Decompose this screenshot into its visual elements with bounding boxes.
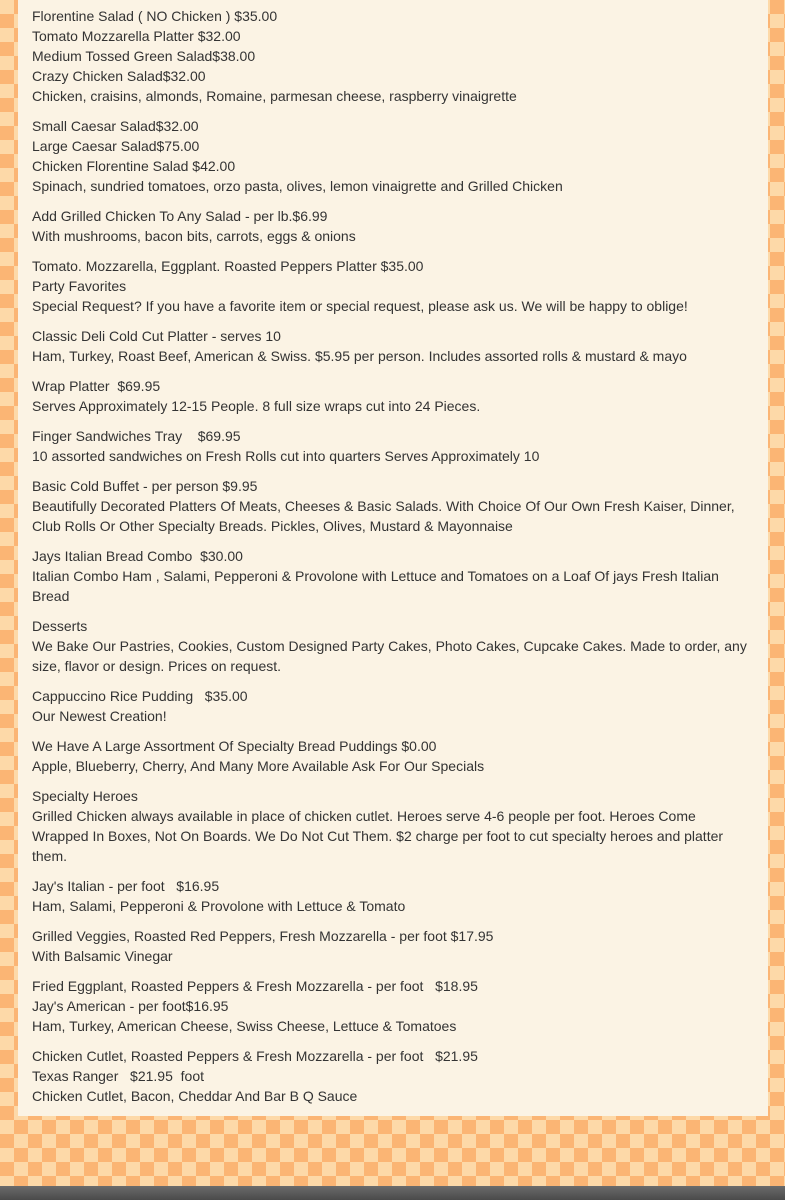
menu-item-text: Our Newest Creation! [32, 708, 167, 724]
menu-item-text: Medium Tossed Green Salad$38.00 [32, 48, 256, 64]
menu-item-text: With Balsamic Vinegar [32, 948, 173, 964]
menu-item-title: Basic Cold Buffet - per person $9.95 [32, 478, 258, 494]
menu-item-title: Cappuccino Rice Pudding $35.00 [32, 688, 248, 704]
menu-item-text: Ham, Turkey, American Cheese, Swiss Cheese, Lettuce & Tomatoes [32, 1018, 457, 1034]
menu-item-title: We Have A Large Assortment Of Specialty Bread Puddings $0.00 [32, 738, 437, 754]
menu-item-block [32, 116, 754, 196]
menu-item-text: Serves Approximately 12-15 People. 8 full size wraps cut into 24 Pieces. [32, 398, 481, 414]
menu-item-text: Italian Combo Ham , Salami, Pepperoni & Provolone with Lettuce and Tomatoes on a Loaf Of jays Fresh Italian Bread [32, 568, 723, 604]
menu-item-text: Ham, Turkey, Roast Beef, American & Swiss. $5.95 per person. Includes assorted rolls & mustard & mayo [32, 348, 687, 364]
menu-item-title: Specialty Heroes [32, 788, 138, 804]
menu-item-text: With mushrooms, bacon bits, carrots, eggs & onions [32, 228, 356, 244]
menu-item-block [32, 876, 754, 916]
menu-item-text: Apple, Blueberry, Cherry, And Many More Available Ask For Our Specials [32, 758, 485, 774]
menu-item-text: Chicken Cutlet, Bacon, Cheddar And Bar B Q Sauce [32, 1088, 358, 1104]
menu-item-text: We Bake Our Pastries, Cookies, Custom Designed Party Cakes, Photo Cakes, Cupcake Cakes. Made to order, any size, flavor or design. Prices on request. [32, 638, 751, 674]
menu-item-text: Texas Ranger $21.95 foot [32, 1068, 204, 1084]
menu-item-title: Classic Deli Cold Cut Platter - serves 10 [32, 328, 281, 344]
menu-item-block [32, 256, 754, 316]
menu-item-block [32, 546, 754, 606]
menu-item-block [32, 686, 754, 726]
menu-item-text: Beautifully Decorated Platters Of Meats, Cheeses & Basic Salads. With Choice Of Our Own Fresh Kaiser, Dinner, Club Rolls Or Other Specialty Breads. Pickles, Olives, Mustard & Mayonnaise [32, 498, 739, 534]
menu-item-text: Ham, Salami, Pepperoni & Provolone with Lettuce & Tomato [32, 898, 406, 914]
menu-item-text: Party Favorites [32, 278, 127, 294]
menu-panel [18, 0, 768, 1116]
menu-item-block [32, 476, 754, 536]
menu-item-text: Special Request? If you have a favorite item or special request, please ask us. We will be happy to oblige! [32, 298, 688, 314]
menu-item-title: Finger Sandwiches Tray $69.95 [32, 428, 241, 444]
menu-list [32, 6, 754, 1116]
menu-item-title: Tomato. Mozzarella, Eggplant. Roasted Peppers Platter $35.00 [32, 258, 424, 274]
bottom-bar [0, 1186, 785, 1200]
menu-item-block [32, 6, 754, 106]
menu-item-title: Small Caesar Salad$32.00 [32, 118, 199, 134]
menu-item-block [32, 376, 754, 416]
menu-item-block [32, 1046, 754, 1106]
menu-item-text: Tomato Mozzarella Platter $32.00 [32, 28, 241, 44]
menu-item-title: Florentine Salad ( NO Chicken ) $35.00 [32, 8, 278, 24]
menu-item-title: Jays Italian Bread Combo $30.00 [32, 548, 243, 564]
menu-item-text: Spinach, sundried tomatoes, orzo pasta, olives, lemon vinaigrette and Grilled Chicken [32, 178, 563, 194]
menu-item-block [32, 426, 754, 466]
menu-item-text: Crazy Chicken Salad$32.00 [32, 68, 206, 84]
menu-item-title: Jay's Italian - per foot $16.95 [32, 878, 220, 894]
menu-item-title: Fried Eggplant, Roasted Peppers & Fresh Mozzarella - per foot $18.95 [32, 978, 478, 994]
menu-item-block [32, 976, 754, 1036]
menu-item-title: Add Grilled Chicken To Any Salad - per lb.$6.99 [32, 208, 328, 224]
menu-item-block [32, 206, 754, 246]
menu-item-text: 10 assorted sandwiches on Fresh Rolls cut into quarters Serves Approximately 10 [32, 448, 540, 464]
menu-item-text: Jay's American - per foot$16.95 [32, 998, 229, 1014]
menu-item-text: Large Caesar Salad$75.00 [32, 138, 200, 154]
menu-item-title: Desserts [32, 618, 88, 634]
menu-item-block [32, 736, 754, 776]
menu-item-text: Chicken Florentine Salad $42.00 [32, 158, 236, 174]
menu-item-block [32, 786, 754, 866]
menu-item-title: Grilled Veggies, Roasted Red Peppers, Fresh Mozzarella - per foot $17.95 [32, 928, 494, 944]
menu-item-block [32, 326, 754, 366]
menu-item-title: Chicken Cutlet, Roasted Peppers & Fresh Mozzarella - per foot $21.95 [32, 1048, 478, 1064]
menu-item-block [32, 926, 754, 966]
menu-item-text: Grilled Chicken always available in place of chicken cutlet. Heroes serve 4-6 people per foot. Heroes Come Wrapped In Boxes, Not On Boards. We Do Not Cut Them. $2 charge per foot to cut specialty heroes and platter them. [32, 808, 727, 864]
menu-item-text: Chicken, craisins, almonds, Romaine, parmesan cheese, raspberry vinaigrette [32, 88, 517, 104]
menu-item-block [32, 616, 754, 676]
menu-item-title: Wrap Platter $69.95 [32, 378, 161, 394]
